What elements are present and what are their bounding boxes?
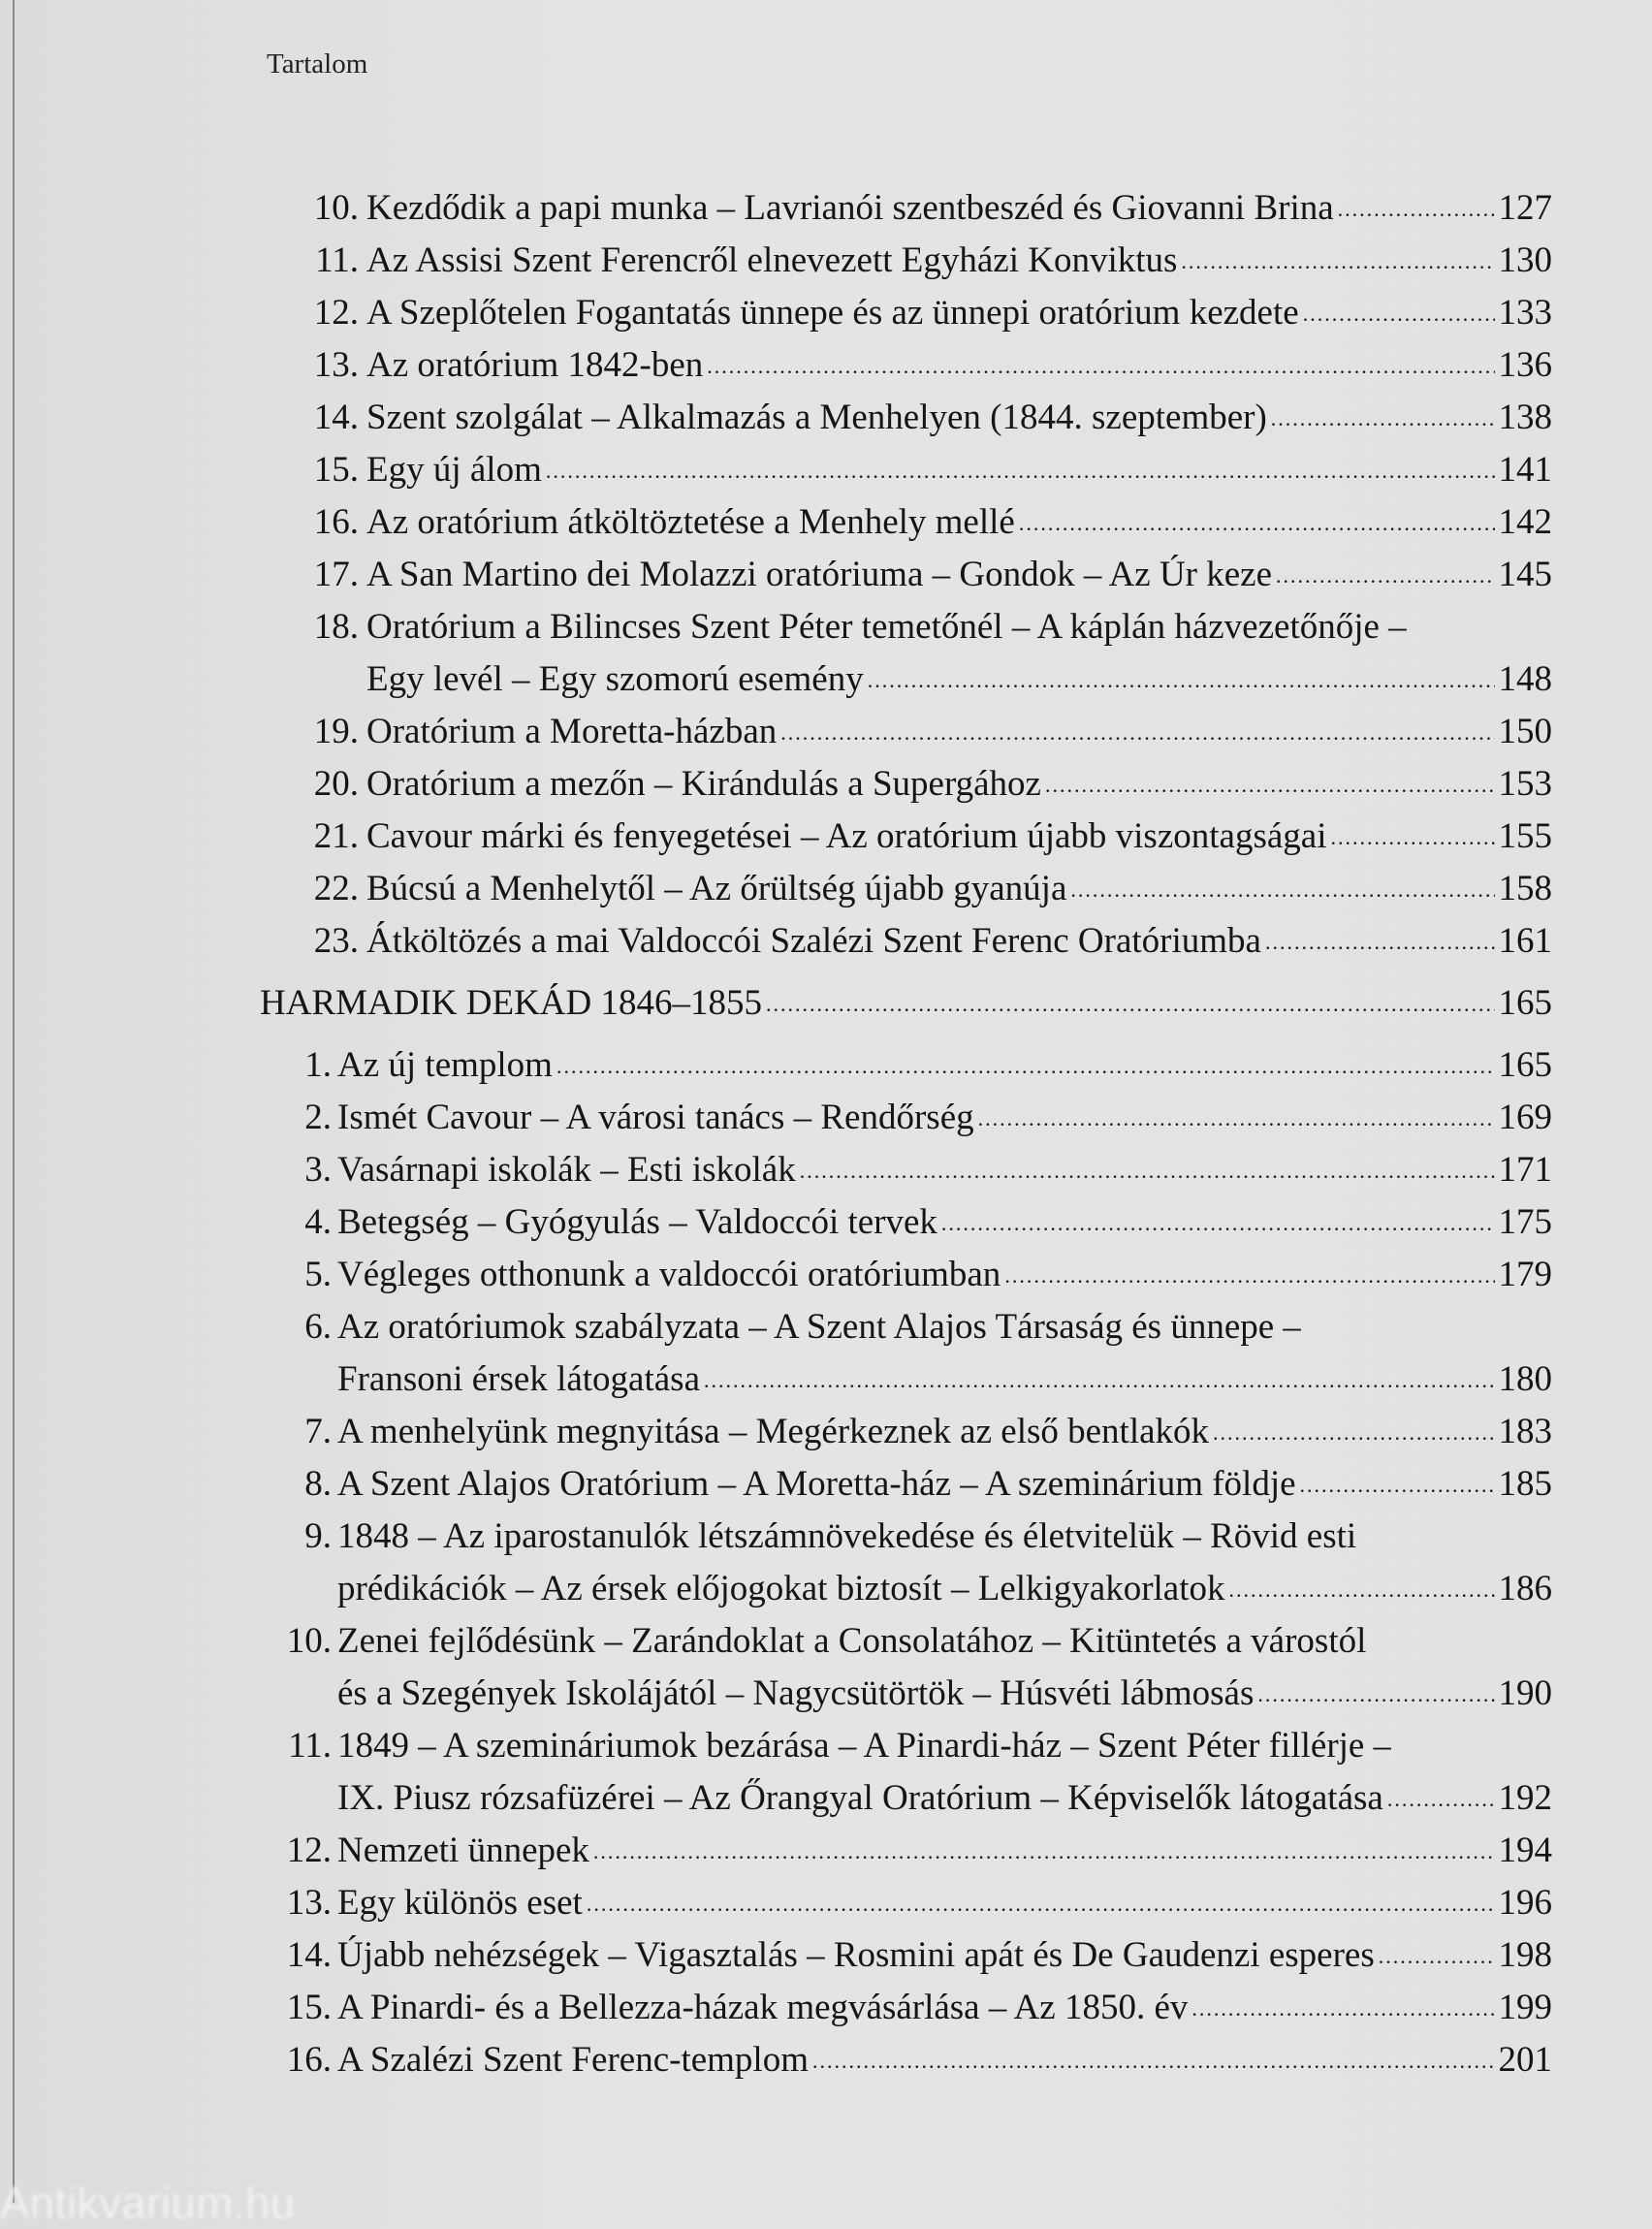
dot-leader bbox=[1276, 548, 1494, 600]
entry-title: A Szent Alajos Oratórium – A Moretta-ház – A szeminárium földje bbox=[337, 1463, 1296, 1504]
entry-page: 148 bbox=[1498, 658, 1552, 699]
dot-leader bbox=[1271, 391, 1495, 443]
entry-title: Vasárnapi iskolák – Esti iskolák bbox=[337, 1149, 796, 1190]
dot-leader bbox=[780, 705, 1494, 757]
toc-entry bbox=[0, 234, 1652, 286]
toc-entry bbox=[0, 1195, 1652, 1248]
dot-leader bbox=[1045, 757, 1495, 810]
entry-title: Szent szolgálat – Alkalmazás a Menhelyen (1844. szeptember) bbox=[366, 397, 1267, 437]
dot-leader bbox=[587, 1876, 1495, 1928]
entry-number: 18. bbox=[313, 606, 359, 647]
entry-page: 175 bbox=[1498, 1201, 1552, 1242]
watermark: Antikvarium.hu bbox=[0, 2178, 296, 2228]
entry-title: Nemzeti ünnepek bbox=[337, 1830, 589, 1870]
entry-page: 138 bbox=[1498, 397, 1552, 437]
entry-number: 16. bbox=[313, 501, 359, 542]
entry-page: 192 bbox=[1498, 1777, 1552, 1818]
entry-page: 161 bbox=[1498, 920, 1552, 961]
entry-page: 141 bbox=[1498, 449, 1552, 490]
toc-entry bbox=[0, 1038, 1652, 1091]
toc-entry bbox=[0, 1981, 1652, 2033]
toc-entry bbox=[0, 391, 1652, 443]
entry-title: Az oratórium átköltöztetése a Menhely mellé bbox=[366, 501, 1015, 542]
dot-leader bbox=[1330, 810, 1494, 862]
entry-page: 199 bbox=[1498, 1987, 1552, 2027]
toc-entry bbox=[0, 1719, 1652, 1771]
entry-page: 130 bbox=[1498, 239, 1552, 280]
entry-page: 194 bbox=[1498, 1830, 1552, 1870]
entry-number: 11. bbox=[288, 1725, 332, 1766]
entry-page: 201 bbox=[1498, 2039, 1552, 2080]
toc-entry bbox=[0, 181, 1652, 234]
entry-page: 169 bbox=[1498, 1097, 1552, 1137]
dot-leader bbox=[800, 1143, 1495, 1195]
entry-page: 142 bbox=[1498, 501, 1552, 542]
entry-number: 8. bbox=[304, 1463, 332, 1504]
entry-number: 10. bbox=[286, 1620, 332, 1661]
entry-title: A Pinardi- és a Bellezza-házak megvásárlása – Az 1850. év bbox=[337, 1987, 1189, 2027]
entry-number: 14. bbox=[286, 1934, 332, 1975]
entry-page: 185 bbox=[1498, 1463, 1552, 1504]
entry-number: 19. bbox=[313, 711, 359, 751]
entry-number: 6. bbox=[304, 1306, 332, 1347]
entry-page: 150 bbox=[1498, 711, 1552, 751]
entry-number: 10. bbox=[313, 187, 359, 228]
dot-leader bbox=[978, 1091, 1495, 1143]
entry-number: 14. bbox=[313, 397, 359, 437]
toc-entry-continuation bbox=[0, 1667, 1652, 1719]
dot-leader bbox=[1213, 1405, 1494, 1457]
dot-leader bbox=[1004, 1248, 1494, 1300]
dot-leader bbox=[556, 1038, 1495, 1091]
table-of-contents bbox=[0, 181, 1652, 2086]
entry-number: 22. bbox=[313, 868, 359, 908]
entry-number: 12. bbox=[286, 1830, 332, 1870]
entry-title: Egy levél – Egy szomorú esemény bbox=[366, 658, 864, 699]
entry-number: 5. bbox=[304, 1254, 332, 1294]
dot-leader bbox=[704, 1353, 1495, 1405]
dot-leader bbox=[593, 1824, 1495, 1876]
toc-entry bbox=[0, 862, 1652, 914]
toc-heading bbox=[0, 976, 1652, 1029]
entry-number: 15. bbox=[286, 1987, 332, 2027]
entry-number: 15. bbox=[313, 449, 359, 490]
entry-number: 13. bbox=[313, 344, 359, 385]
dot-leader bbox=[1379, 1928, 1495, 1981]
entry-number: 23. bbox=[313, 920, 359, 961]
entry-title: A Szalézi Szent Ferenc-templom bbox=[337, 2039, 809, 2080]
dot-leader bbox=[812, 2033, 1495, 2086]
toc-entry bbox=[0, 600, 1652, 653]
dot-leader bbox=[1387, 1771, 1495, 1824]
toc-entry bbox=[0, 338, 1652, 391]
entry-title: Újabb nehézségek – Vigasztalás – Rosmini apát és De Gaudenzi esperes bbox=[337, 1934, 1375, 1975]
entry-page: 133 bbox=[1498, 292, 1552, 333]
entry-title: Egy különös eset bbox=[337, 1882, 583, 1923]
entry-title: A Szeplőtelen Fogantatás ünnepe és az ünnepi oratórium kezdete bbox=[366, 292, 1299, 333]
toc-entry bbox=[0, 914, 1652, 967]
toc-entry bbox=[0, 1614, 1652, 1667]
entry-title: Oratórium a mezőn – Kirándulás a Supergához bbox=[366, 763, 1041, 804]
dot-leader bbox=[1181, 234, 1494, 286]
toc-entry bbox=[0, 1457, 1652, 1510]
toc-entry bbox=[0, 1143, 1652, 1195]
dot-leader bbox=[707, 338, 1494, 391]
entry-title: Fransoni érsek látogatása bbox=[337, 1358, 700, 1399]
entry-page: 158 bbox=[1498, 868, 1552, 908]
toc-entry-continuation bbox=[0, 1353, 1652, 1405]
entry-title: 1848 – Az iparostanulók létszámnövekedése és életvitelük – Rövid esti bbox=[337, 1515, 1357, 1556]
toc-entry-continuation bbox=[0, 653, 1652, 705]
dot-leader bbox=[1265, 914, 1495, 967]
toc-section-1 bbox=[0, 181, 1652, 967]
entry-page: 136 bbox=[1498, 344, 1552, 385]
toc-entry bbox=[0, 286, 1652, 338]
dot-leader bbox=[546, 443, 1495, 495]
entry-title: Oratórium a Bilincses Szent Péter temetőnél – A káplán házvezetőnője – bbox=[366, 606, 1407, 647]
toc-entry bbox=[0, 810, 1652, 862]
heading-title: HARMADIK DEKÁD 1846–1855 bbox=[260, 982, 762, 1023]
entry-page: 165 bbox=[1498, 1044, 1552, 1085]
entry-title: IX. Piusz rózsafüzérei – Az Őrangyal Oratórium – Képviselők látogatása bbox=[337, 1777, 1383, 1818]
entry-title: Zenei fejlődésünk – Zarándoklat a Consolatához – Kitüntetés a várostól bbox=[337, 1620, 1367, 1661]
entry-number: 20. bbox=[313, 763, 359, 804]
toc-entry bbox=[0, 705, 1652, 757]
entry-title: Az Assisi Szent Ferencről elnevezett Egyházi Konviktus bbox=[366, 239, 1178, 280]
entry-page: 171 bbox=[1498, 1149, 1552, 1190]
entry-number: 4. bbox=[304, 1201, 332, 1242]
toc-entry bbox=[0, 495, 1652, 548]
toc-entry bbox=[0, 1248, 1652, 1300]
toc-entry bbox=[0, 1876, 1652, 1928]
entry-page: 180 bbox=[1498, 1358, 1552, 1399]
entry-title: Az oratóriumok szabályzata – A Szent Alajos Társaság és ünnepe – bbox=[337, 1306, 1301, 1347]
entry-page: 196 bbox=[1498, 1882, 1552, 1923]
entry-page: 179 bbox=[1498, 1254, 1552, 1294]
entry-page: 183 bbox=[1498, 1411, 1552, 1451]
entry-title: Betegség – Gyógyulás – Valdoccói tervek bbox=[337, 1201, 937, 1242]
toc-section-2 bbox=[0, 1038, 1652, 2086]
entry-title: Búcsú a Menhelytől – Az őrültség újabb gyanúja bbox=[366, 868, 1067, 908]
entry-title: Ismét Cavour – A városi tanács – Rendőrség bbox=[337, 1097, 974, 1137]
entry-page: 127 bbox=[1498, 187, 1552, 228]
dot-leader bbox=[1191, 1981, 1494, 2033]
entry-title: Oratórium a Moretta-házban bbox=[366, 711, 778, 751]
dot-leader bbox=[868, 653, 1495, 705]
entry-title: Cavour márki és fenyegetései – Az oratórium újabb viszontagságai bbox=[366, 815, 1327, 856]
entry-title: és a Szegények Iskolájától – Nagycsütörtök – Húsvéti lábmosás bbox=[337, 1672, 1255, 1713]
entry-number: 9. bbox=[304, 1515, 332, 1556]
entry-number: 17. bbox=[313, 554, 359, 594]
entry-number: 1. bbox=[304, 1044, 332, 1085]
dot-leader bbox=[1019, 495, 1495, 548]
entry-title: A menhelyünk megnyitása – Megérkeznek az első bentlakók bbox=[337, 1411, 1210, 1451]
entry-title: Egy új álom bbox=[366, 449, 542, 490]
entry-title: Kezdődik a papi munka – Lavrianói szentbeszéd és Giovanni Brina bbox=[366, 187, 1334, 228]
dot-leader bbox=[1303, 286, 1495, 338]
entry-number: 13. bbox=[286, 1882, 332, 1923]
toc-entry bbox=[0, 757, 1652, 810]
entry-number: 7. bbox=[304, 1411, 332, 1451]
dot-leader bbox=[1229, 1562, 1495, 1614]
running-header: Tartalom bbox=[267, 48, 368, 80]
entry-number: 2. bbox=[304, 1097, 332, 1137]
entry-number: 3. bbox=[304, 1149, 332, 1190]
entry-title: Átköltözés a mai Valdoccói Szalézi Szent Ferenc Oratóriumba bbox=[366, 920, 1261, 961]
dot-leader bbox=[941, 1195, 1495, 1248]
entry-number: 11. bbox=[315, 239, 359, 280]
toc-entry-continuation bbox=[0, 1562, 1652, 1614]
toc-entry bbox=[0, 1091, 1652, 1143]
dot-leader bbox=[1300, 1457, 1495, 1510]
toc-entry bbox=[0, 1405, 1652, 1457]
toc-entry bbox=[0, 443, 1652, 495]
entry-title: prédikációk – Az érsek előjogokat biztosít – Lelkigyakorlatok bbox=[337, 1568, 1225, 1608]
toc-entry bbox=[0, 1510, 1652, 1562]
toc-entry bbox=[0, 2033, 1652, 2086]
entry-title: Az oratórium 1842-ben bbox=[366, 344, 704, 385]
toc-entry-continuation bbox=[0, 1771, 1652, 1824]
entry-number: 16. bbox=[286, 2039, 332, 2080]
entry-title: 1849 – A szemináriumok bezárása – A Pinardi-ház – Szent Péter fillérje – bbox=[337, 1725, 1392, 1766]
toc-entry bbox=[0, 1824, 1652, 1876]
heading-page: 165 bbox=[1498, 982, 1552, 1023]
toc-entry bbox=[0, 1300, 1652, 1353]
entry-page: 186 bbox=[1498, 1568, 1552, 1608]
dot-leader bbox=[1070, 862, 1494, 914]
toc-entry bbox=[0, 1928, 1652, 1981]
entry-page: 155 bbox=[1498, 815, 1552, 856]
entry-title: A San Martino dei Molazzi oratóriuma – Gondok – Az Úr keze bbox=[366, 554, 1273, 594]
entry-title: Végleges otthonunk a valdoccói oratóriumban bbox=[337, 1254, 1001, 1294]
dot-leader bbox=[1257, 1667, 1494, 1719]
entry-number: 12. bbox=[313, 292, 359, 333]
entry-page: 198 bbox=[1498, 1934, 1552, 1975]
dot-leader bbox=[766, 976, 1495, 1029]
entry-page: 145 bbox=[1498, 554, 1552, 594]
entry-page: 153 bbox=[1498, 763, 1552, 804]
dot-leader bbox=[1338, 181, 1495, 234]
entry-number: 21. bbox=[313, 815, 359, 856]
entry-page: 190 bbox=[1498, 1672, 1552, 1713]
entry-title: Az új templom bbox=[337, 1044, 553, 1085]
toc-entry bbox=[0, 548, 1652, 600]
